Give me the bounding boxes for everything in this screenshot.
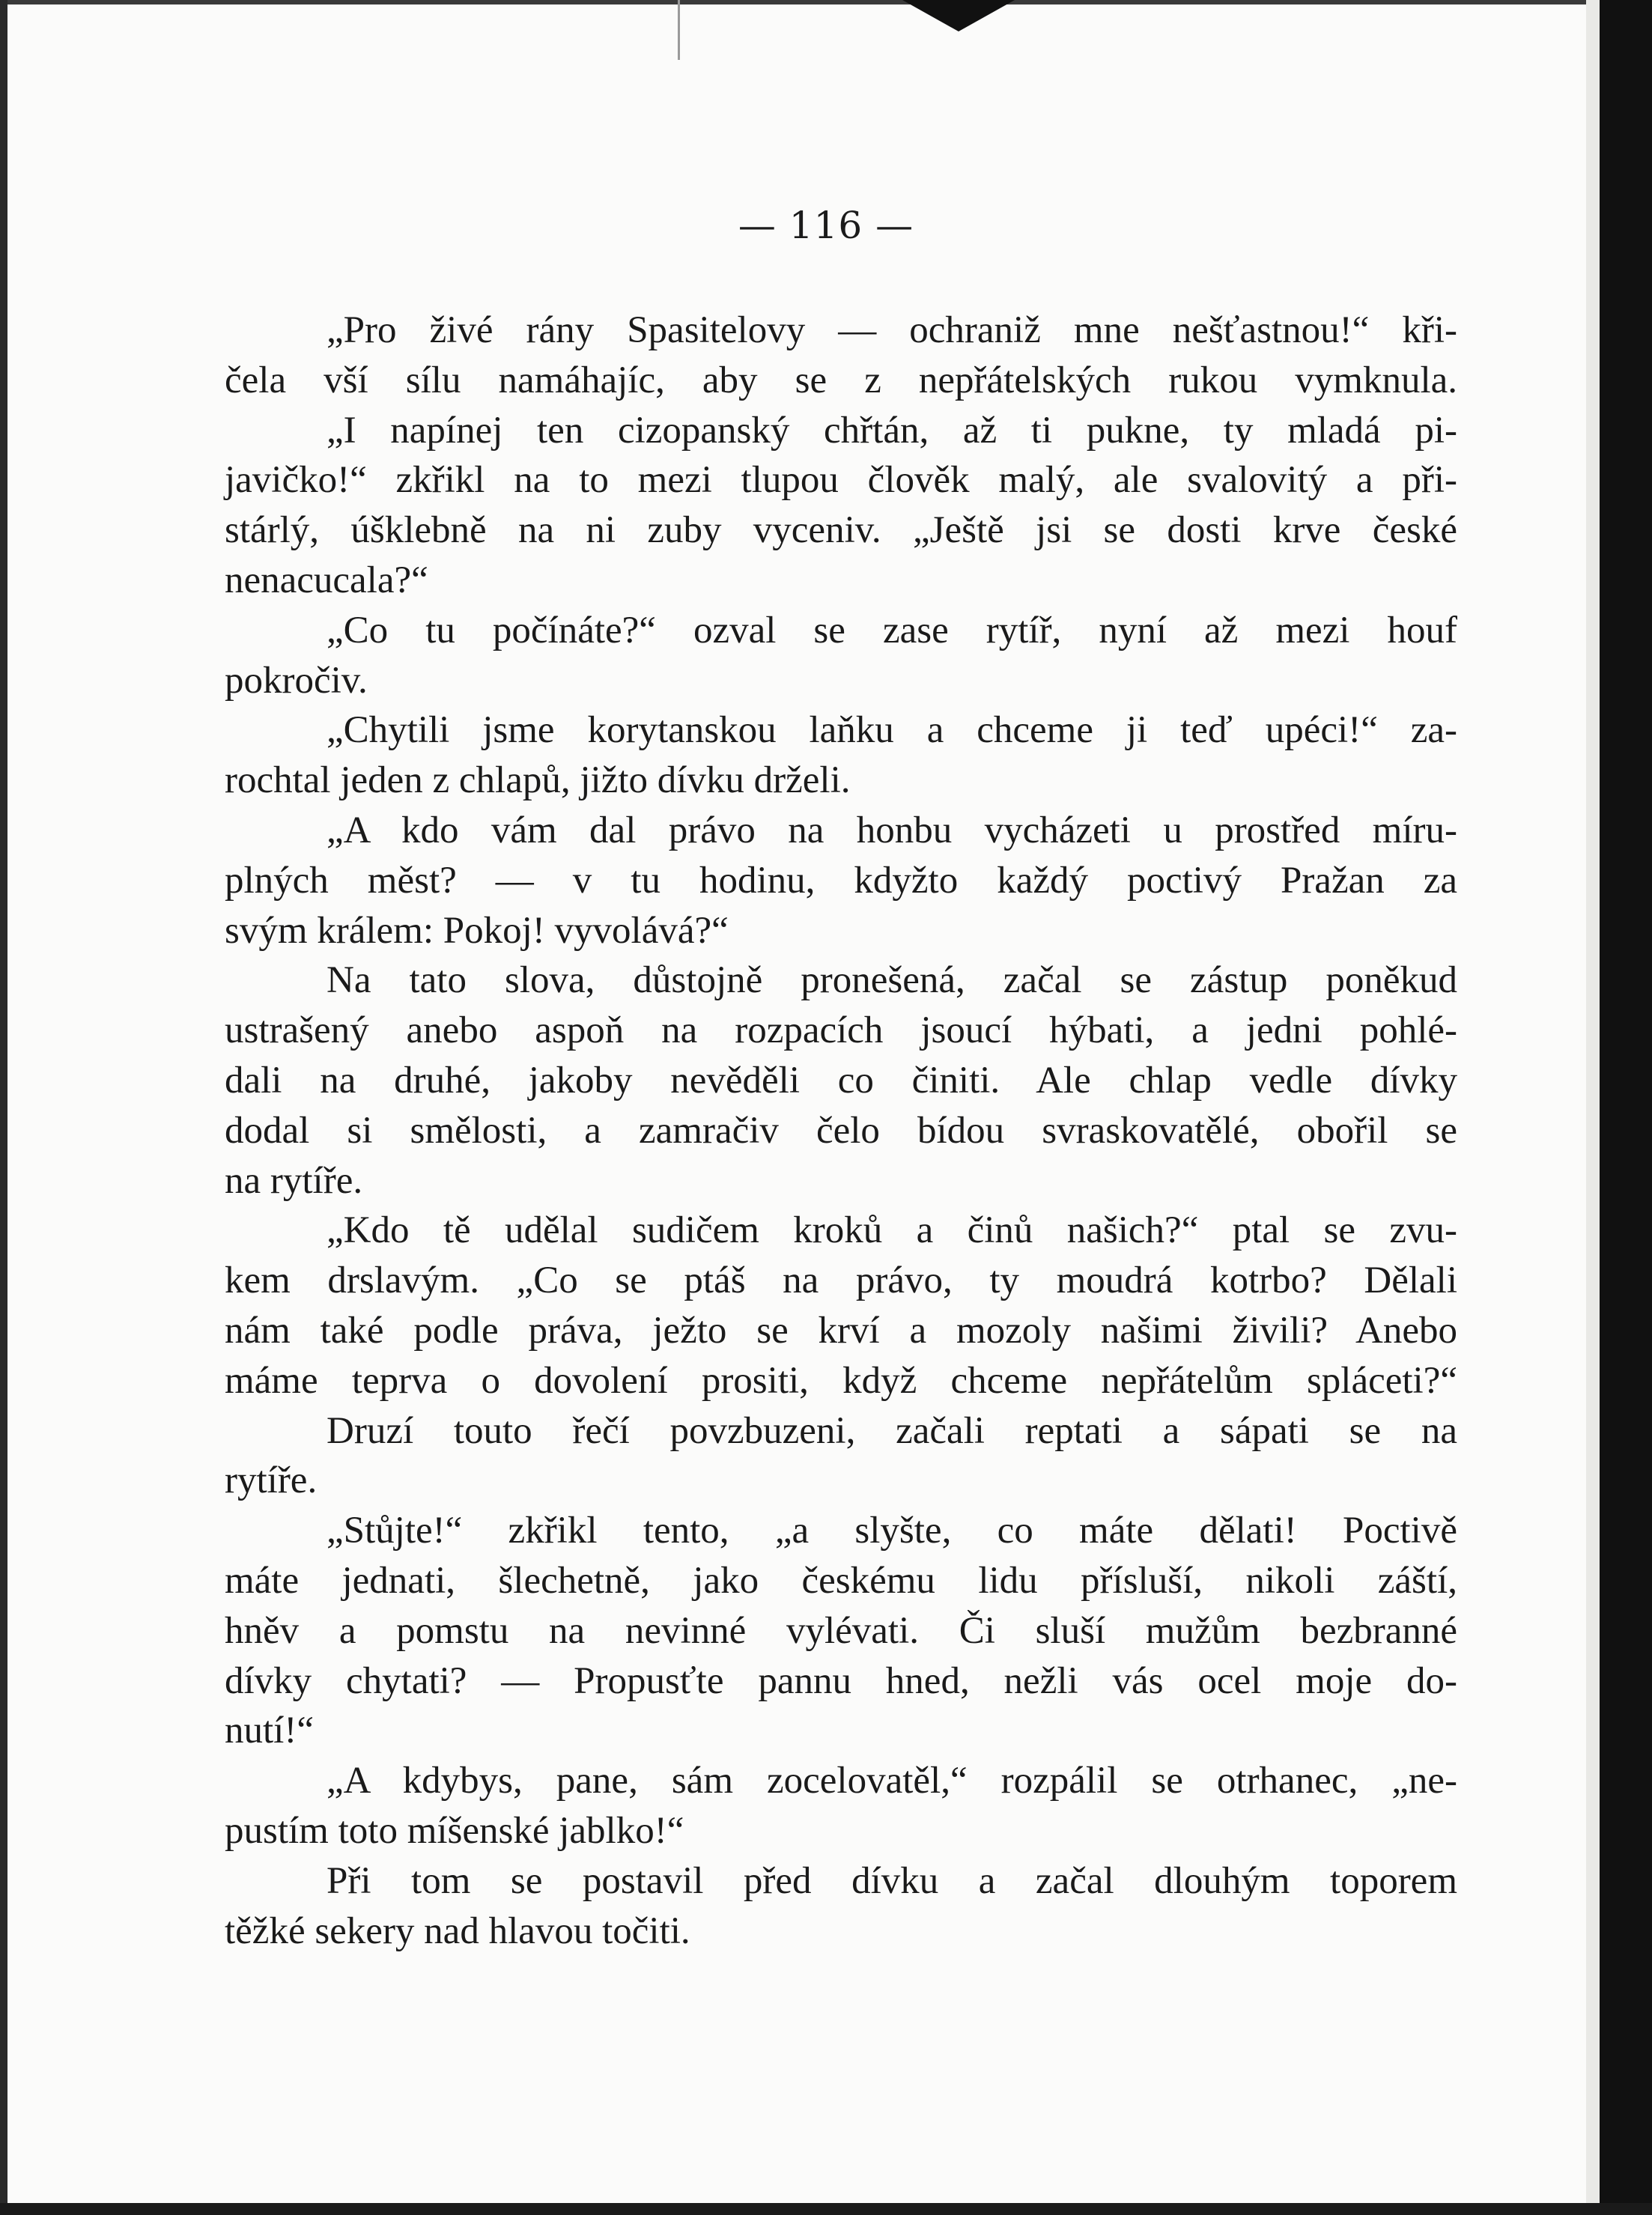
text-line: „Chytili jsme korytanskou laňku a chceme ji teď upéci!“ za- bbox=[327, 709, 1457, 752]
text-line: na rytíře. bbox=[225, 1159, 363, 1202]
text-line: „A kdo vám dal právo na honbu vycházeti u prostřed míru- bbox=[327, 809, 1457, 851]
page-number: — 116 — bbox=[738, 204, 914, 247]
text-line: Při tom se postavil před dívku a začal dlouhým toporem bbox=[327, 1859, 1457, 1902]
text-line: nutí!“ bbox=[225, 1710, 314, 1752]
text-line: svým králem: Pokoj! vyvolává?“ bbox=[225, 909, 729, 952]
text-line: kem drslavým. „Co se ptáš na právo, ty moudrá kotrbo? Dělali bbox=[225, 1260, 1457, 1302]
text-line: „Kdo tě udělal sudičem kroků a činů našich?“ ptal se zvu- bbox=[327, 1209, 1457, 1252]
text-line: rochtal jeden z chlapů, jižto dívku drželi. bbox=[225, 759, 851, 802]
scan-edge-right bbox=[1600, 0, 1652, 2215]
text-line: „Co tu počínáte?“ ozval se zase rytíř, nyní až mezi houf bbox=[327, 609, 1457, 651]
scan-edge-left bbox=[0, 0, 7, 2215]
scan-edge-top bbox=[0, 0, 1588, 4]
body-text bbox=[225, 306, 1457, 1956]
text-line: máme teprva o dovolení prositi, když chceme nepřátelům spláceti?“ bbox=[225, 1359, 1457, 1402]
text-line: „Stůjte!“ zkřikl tento, „a slyšte, co máte dělati! Poctivě bbox=[327, 1510, 1457, 1552]
text-line: dívky chytati? — Propusťte pannu hned, nežli vás ocel moje do- bbox=[225, 1659, 1457, 1702]
scan-edge-bottom bbox=[0, 2203, 1652, 2215]
text-line: Na tato slova, důstojně pronešená, začal se zástup poněkud bbox=[327, 959, 1457, 1002]
text-line: dali na druhé, jakoby nevěděli co činiti. Ale chlap vedle dívky bbox=[225, 1059, 1457, 1102]
text-line: plných měst? — v tu hodinu, kdyžto každý poctivý Pražan za bbox=[225, 859, 1457, 902]
scan-artifact-line bbox=[678, 0, 680, 60]
text-line: máte jednati, šlechetně, jako českému lidu přísluší, nikoli záští, bbox=[225, 1559, 1457, 1602]
text-line: těžké sekery nad hlavou točiti. bbox=[225, 1909, 690, 1952]
text-line: „Pro živé rány Spasitelovy — ochraniž mne nešťastnou!“ kři- bbox=[327, 309, 1457, 351]
text-line: ustrašený anebo aspoň na rozpacích jsoucí hýbati, a jedni pohlé- bbox=[225, 1009, 1457, 1052]
text-line: nenacucala?“ bbox=[225, 559, 428, 601]
scan-edge-right-gap bbox=[1586, 0, 1600, 2215]
text-line: rytíře. bbox=[225, 1459, 318, 1502]
binding-mark bbox=[902, 0, 1015, 31]
text-line: javičko!“ zkřikl na to mezi tlupou člověk malý, ale svalovitý a při- bbox=[225, 459, 1457, 502]
text-line: dodal si smělosti, a zamračiv čelo bídou svraskovatělé, obořil se bbox=[225, 1109, 1457, 1152]
text-line: „A kdybys, pane, sám zocelovatěl,“ rozpálil se otrhanec, „ne- bbox=[327, 1760, 1457, 1802]
text-line: hněv a pomstu na nevinné vylévati. Či sluší mužům bezbranné bbox=[225, 1609, 1457, 1652]
text-line: pustím toto míšenské jablko!“ bbox=[225, 1809, 684, 1852]
text-line: Druzí touto řečí povzbuzeni, začali reptati a sápati se na bbox=[327, 1409, 1457, 1452]
text-line: stárlý, úšklebně na ni zuby vyceniv. „Ještě jsi se dosti krve české bbox=[225, 509, 1457, 552]
text-line: čela vší sílu namáhajíc, aby se z nepřátelských rukou vymknula. bbox=[225, 359, 1457, 401]
text-line: pokročiv. bbox=[225, 659, 368, 702]
text-line: „I napínej ten cizopanský chřtán, až ti pukne, ty mladá pi- bbox=[327, 409, 1457, 452]
text-line: nám také podle práva, ježto se krví a mozoly našimi živili? Anebo bbox=[225, 1309, 1457, 1352]
